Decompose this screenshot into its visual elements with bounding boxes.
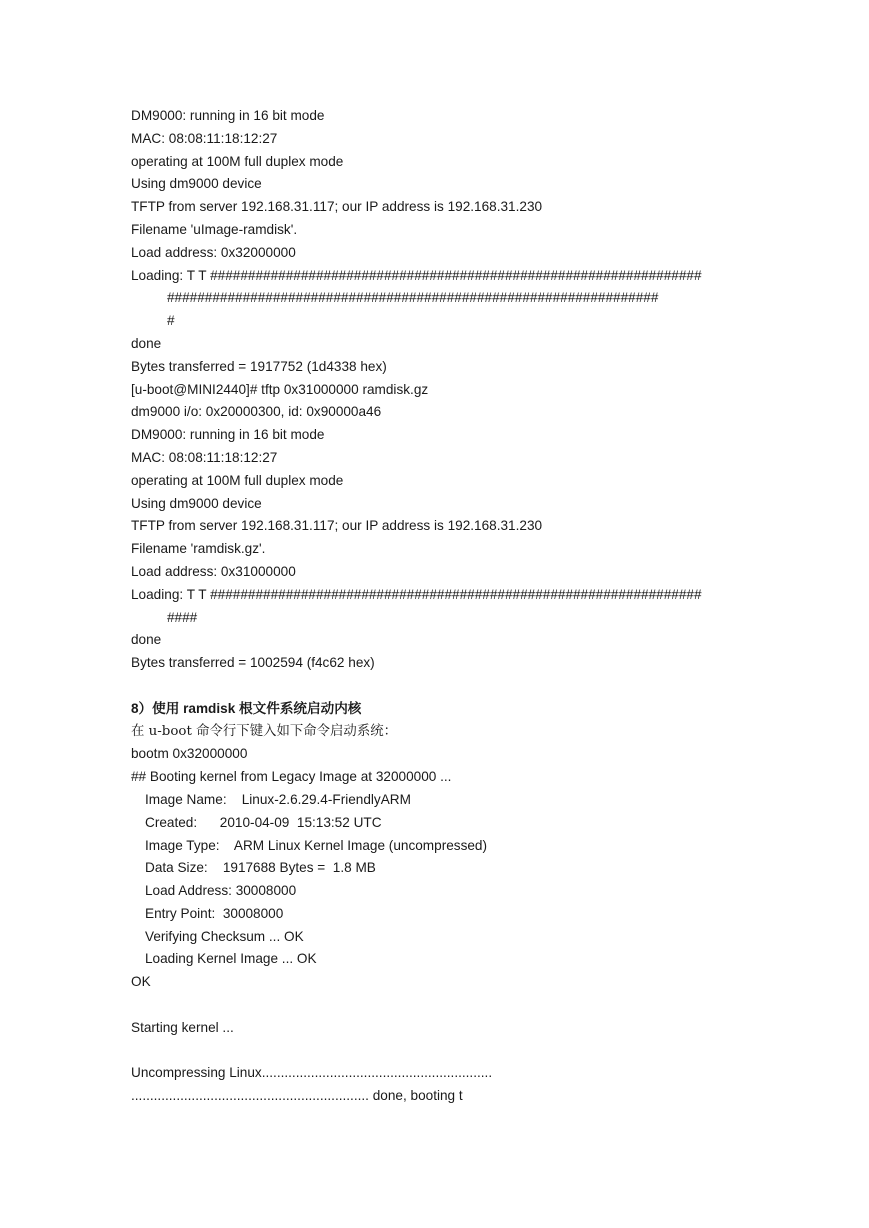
- log-line: Bytes transferred = 1002594 (f4c62 hex): [131, 655, 375, 671]
- log-line: MAC: 08:08:11:18:12:27: [131, 449, 278, 465]
- log-line-continuation: #################################################################: [167, 290, 659, 306]
- image-detail-line: Image Name: Linux-2.6.29.4-FriendlyARM: [145, 791, 411, 807]
- log-line: Loading: T T #################################################################: [131, 586, 702, 602]
- blank-line: [131, 994, 851, 1017]
- image-detail-line: Entry Point: 30008000: [145, 905, 284, 921]
- log-line: Bytes transferred = 1917752 (1d4338 hex): [131, 358, 387, 374]
- log-line: operating at 100M full duplex mode: [131, 153, 344, 169]
- uncompressing-line: Uncompressing Linux.............................................................: [131, 1065, 493, 1081]
- log-line-continuation: ####: [167, 609, 198, 625]
- log-line: [u-boot@MINI2440]# tftp 0x31000000 ramdisk.gz: [131, 381, 429, 397]
- log-line: Using dm9000 device: [131, 176, 262, 192]
- log-line: DM9000: running in 16 bit mode: [131, 108, 325, 123]
- log-line: Loading: T T #################################################################: [131, 267, 702, 283]
- image-detail-line: Created: 2010-04-09 15:13:52 UTC: [145, 814, 382, 830]
- boot-ok: OK: [131, 974, 151, 990]
- log-line: Using dm9000 device: [131, 495, 262, 511]
- log-line: DM9000: running in 16 bit mode: [131, 427, 325, 443]
- log-line: Filename 'ramdisk.gz'.: [131, 541, 266, 557]
- starting-kernel: Starting kernel ...: [131, 1019, 234, 1035]
- boot-command: bootm 0x32000000: [131, 746, 248, 762]
- log-line: operating at 100M full duplex mode: [131, 472, 344, 488]
- log-line: dm9000 i/o: 0x20000300, id: 0x90000a46: [131, 404, 382, 420]
- blank-line: [131, 675, 851, 698]
- blank-line: [131, 1040, 851, 1063]
- log-line: Load address: 0x31000000: [131, 563, 296, 579]
- log-line: TFTP from server 192.168.31.117; our IP address is 192.168.31.230: [131, 518, 543, 534]
- log-line: Load address: 0x32000000: [131, 244, 296, 260]
- document-body: [131, 105, 851, 1108]
- log-line-continuation: #: [167, 313, 175, 329]
- log-line: done: [131, 632, 162, 648]
- log-line: TFTP from server 192.168.31.117; our IP address is 192.168.31.230: [131, 199, 543, 215]
- image-detail-line: Loading Kernel Image ... OK: [145, 951, 317, 967]
- image-detail-line: Image Type: ARM Linux Kernel Image (uncompressed): [145, 837, 488, 853]
- image-detail-line: Load Address: 30008000: [145, 883, 297, 899]
- log-line: done: [131, 335, 162, 351]
- section-heading: 8）使用 ramdisk 根文件系统启动内核: [131, 700, 362, 716]
- section-intro: 在 u-boot 命令行下键入如下命令启动系统：: [131, 723, 397, 739]
- log-line: MAC: 08:08:11:18:12:27: [131, 130, 278, 146]
- boot-line: ## Booting kernel from Legacy Image at 32000000 ...: [131, 769, 452, 785]
- image-detail-line: Data Size: 1917688 Bytes = 1.8 MB: [145, 860, 376, 876]
- log-line: Filename 'uImage-ramdisk'.: [131, 221, 298, 237]
- image-detail-line: Verifying Checksum ... OK: [145, 928, 304, 944]
- done-booting-line: ............................................................... done, booting t: [131, 1088, 463, 1104]
